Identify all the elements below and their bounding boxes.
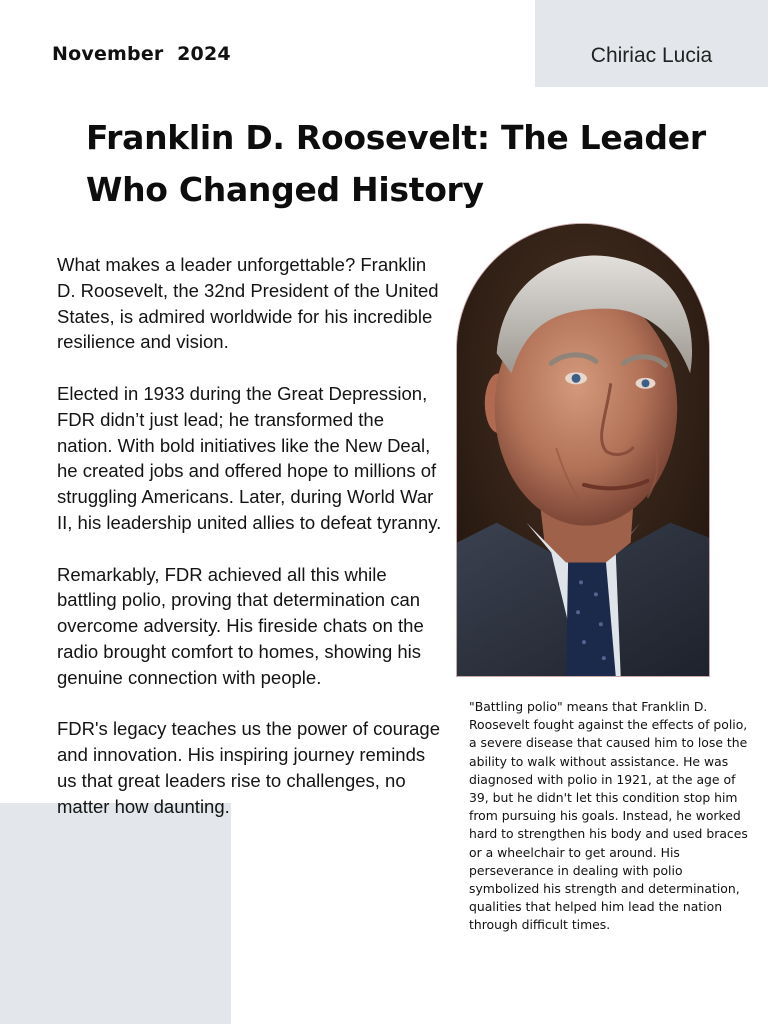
paragraph-new-deal: Elected in 1933 during the Great Depression, FDR didn’t just lead; he transformed the nation. With bold initiatives like the New Deal, he created jobs and offered hope to millions of struggling Americans. Later, during World War II, his leadership united allies to defeat tyranny. bbox=[57, 382, 442, 533]
paragraph-polio: Remarkably, FDR achieved all this while battling polio, proving that determination can overcome adversity. His fireside chats on the radio brought comfort to homes, showing his genuine connection with people. bbox=[57, 563, 424, 688]
portrait-illustration bbox=[457, 224, 709, 676]
decorative-panel-bottom-left bbox=[0, 803, 231, 1024]
author-name: Chiriac Lucia bbox=[590, 44, 713, 67]
paragraph-legacy: FDR's legacy teaches us the power of courage and innovation. His inspiring journey reminds us that great leaders rise to challenges, no matter how daunting. bbox=[57, 718, 440, 817]
portrait-photo bbox=[456, 223, 710, 677]
article-body bbox=[57, 252, 442, 820]
paragraph-intro: What makes a leader unforgettable? Franklin D. Roosevelt, the 32nd President of the United States, is admired worldwide for his incredible resilience and vision. bbox=[57, 254, 439, 353]
issue-date: November 2024 bbox=[52, 43, 231, 65]
photo-caption: "Battling polio" means that Franklin D. Roosevelt fought against the effects of polio, a severe disease that caused him to lose the ability to walk without assistance. He was diagnosed with polio in 1921, at the age of 39, but he didn't let this condition stop him from pursuing his goals. Instead, he worked hard to strengthen his body and used braces or a wheelchair to get around. His perseverance in dealing with polio symbolized his strength and determination, qualities that helped him lead the nation through difficult times. bbox=[469, 699, 748, 933]
article-title: Franklin D. Roosevelt: The Leader Who Changed History bbox=[86, 118, 706, 209]
